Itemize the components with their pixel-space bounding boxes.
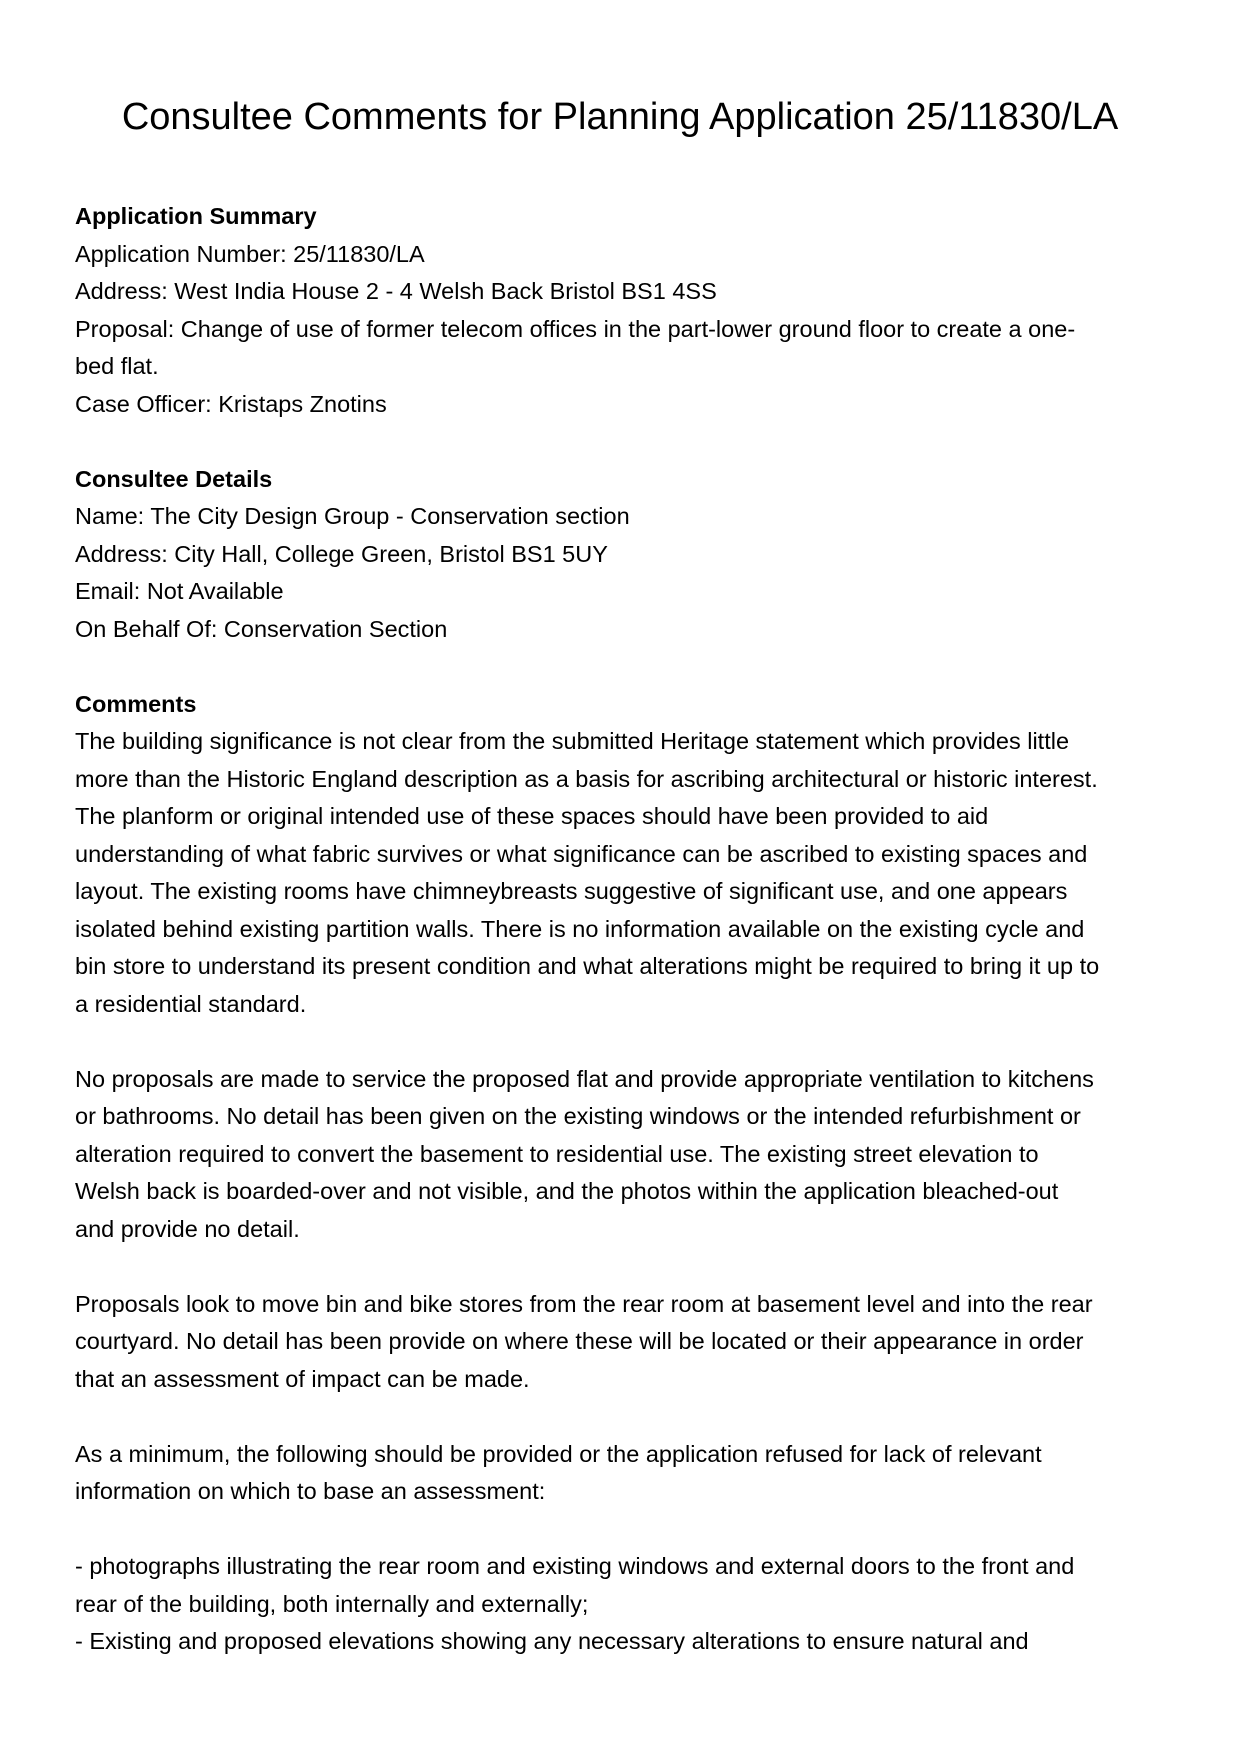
comment-line: isolated behind existing partition walls. There is no information available on the existing cycle and: [75, 915, 1085, 942]
comments-heading: Comments: [75, 690, 197, 717]
comment-line: rear of the building, both internally and externally;: [75, 1590, 589, 1617]
application-address: Address: West India House 2 - 4 Welsh Back Bristol BS1 4SS: [75, 278, 717, 304]
comment-line: As a minimum, the following should be provided or the application refused for lack of relevant: [75, 1440, 1042, 1467]
comments-paragraph-3: [75, 1286, 1175, 1399]
comment-line: that an assessment of impact can be made.: [75, 1365, 530, 1392]
comment-line: bin store to understand its present condition and what alterations might be required to bring it up to: [75, 953, 1100, 979]
comment-line: understanding of what fabric survives or what significance can be ascribed to existing spaces and: [75, 840, 1088, 867]
consultee-details-section: [75, 461, 1175, 649]
consultee-name: Name: The City Design Group - Conservation section: [75, 503, 630, 529]
comment-line: No proposals are made to service the proposed flat and provide appropriate ventilation to kitchens: [75, 1065, 1094, 1092]
application-summary-section: [75, 198, 1175, 423]
comment-line: The building significance is not clear from the submitted Heritage statement which provides little: [75, 728, 1070, 754]
consultee-email: Email: Not Available: [75, 578, 284, 604]
comment-line: information on which to base an assessment:: [75, 1478, 546, 1504]
document-body: [75, 198, 1175, 1661]
comments-section: [75, 686, 1175, 1661]
consultee-address: Address: City Hall, College Green, Bristol BS1 5UY: [75, 540, 608, 567]
comments-paragraph-5: [75, 1548, 1175, 1661]
consultee-on-behalf-of: On Behalf Of: Conservation Section: [75, 615, 448, 642]
comment-line: more than the Historic England description as a basis for ascribing architectural or historic interest.: [75, 765, 1098, 792]
comment-line: layout. The existing rooms have chimneybreasts suggestive of significant use, and one appears: [75, 878, 1068, 904]
comment-line: alteration required to convert the basement to residential use. The existing street elevation to: [75, 1140, 1039, 1167]
comment-line: a residential standard.: [75, 990, 307, 1017]
comments-paragraph-2: [75, 1061, 1175, 1249]
comment-line: Proposals look to move bin and bike stores from the rear room at basement level and into the rear: [75, 1290, 1093, 1317]
comment-line: The planform or original intended use of these spaces should have been provided to aid: [75, 803, 989, 829]
page-title: Consultee Comments for Planning Application 25/11830/LA: [121, 96, 1119, 138]
application-number: Application Number: 25/11830/LA: [75, 240, 425, 267]
comment-line: - Existing and proposed elevations showing any necessary alterations to ensure natural and: [75, 1628, 1029, 1654]
comments-paragraph-1: [75, 723, 1175, 1023]
comment-line: and provide no detail.: [75, 1215, 300, 1242]
comment-line: Welsh back is boarded-over and not visible, and the photos within the application bleached-out: [75, 1178, 1059, 1204]
proposal-line-2: bed flat.: [75, 353, 159, 379]
comment-line: - photographs illustrating the rear room and existing windows and external doors to the front and: [75, 1553, 1075, 1579]
application-summary-heading: Application Summary: [75, 203, 317, 229]
case-officer: Case Officer: Kristaps Znotins: [75, 390, 387, 417]
proposal-line-1: Proposal: Change of use of former telecom offices in the part-lower ground floor to create a one-: [75, 315, 1076, 342]
comment-line: courtyard. No detail has been provide on where these will be located or their appearance in order: [75, 1328, 1084, 1354]
comments-paragraph-4: [75, 1436, 1175, 1511]
comment-line: or bathrooms. No detail has been given on the existing windows or the intended refurbishment or: [75, 1103, 1081, 1129]
consultee-details-heading: Consultee Details: [75, 465, 273, 492]
